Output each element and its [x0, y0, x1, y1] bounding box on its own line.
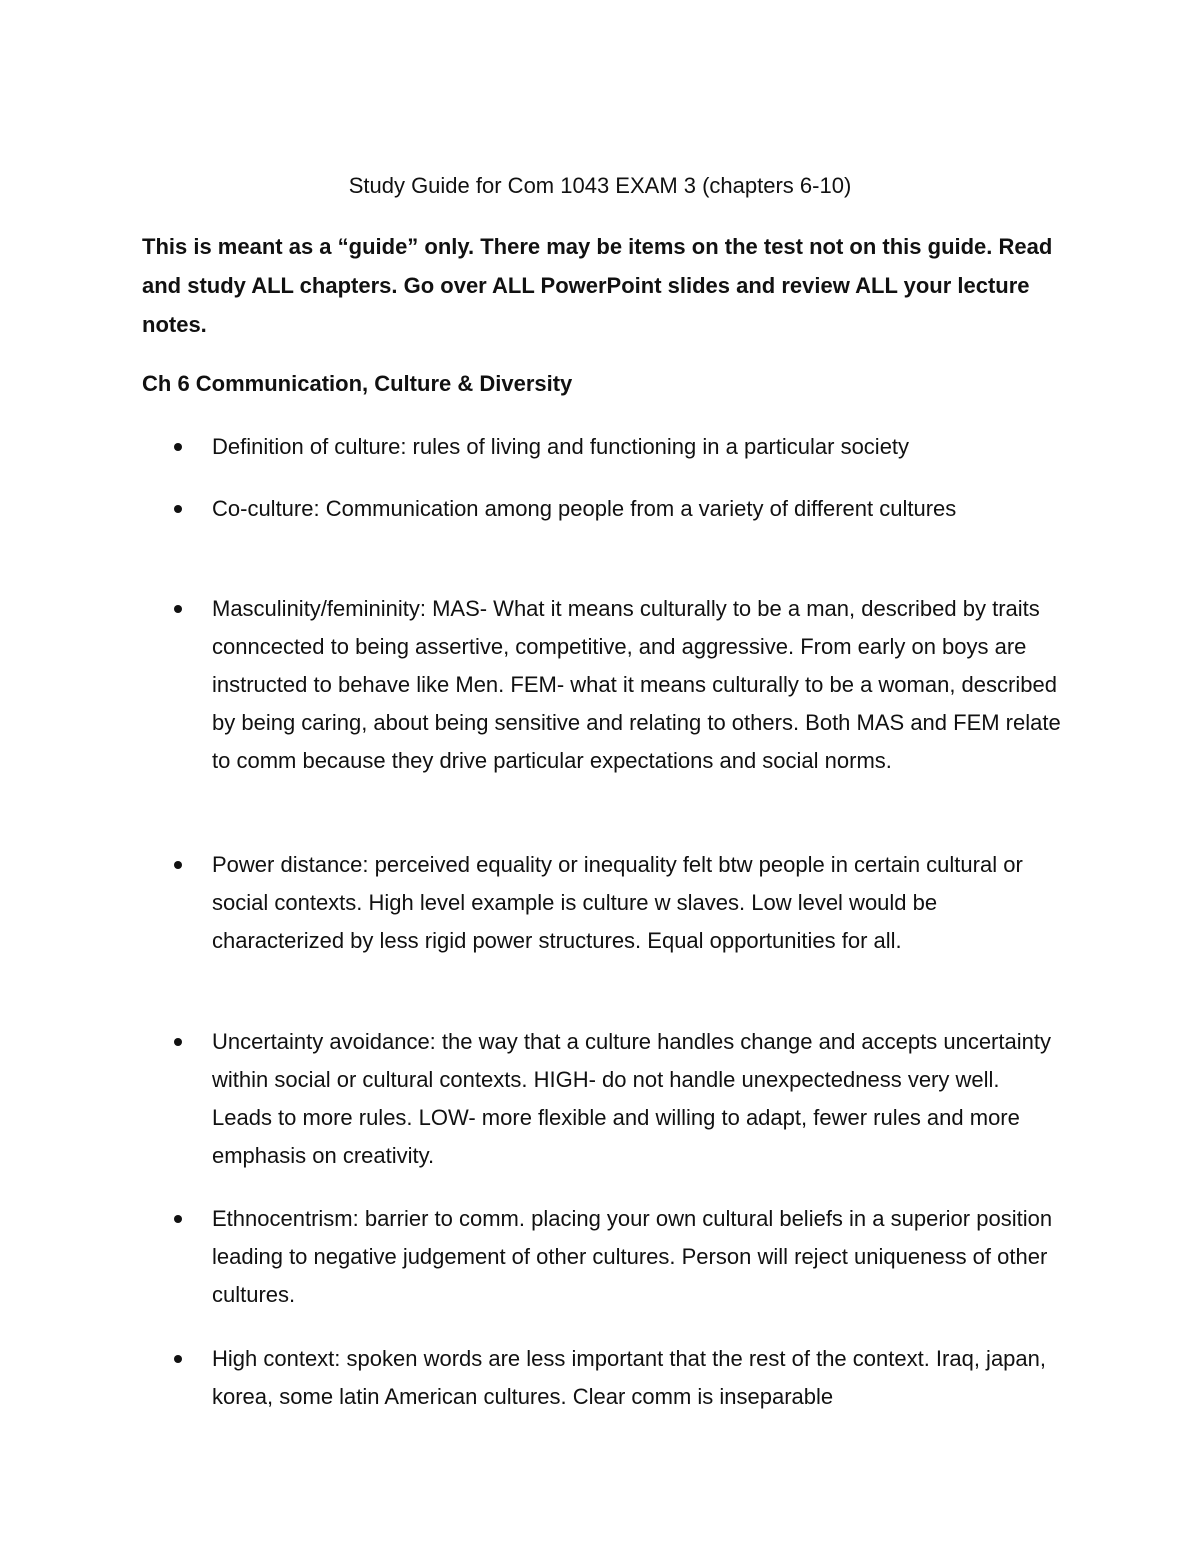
list-item: [212, 1200, 1062, 1314]
list-item-text: Power distance: perceived equality or inequality felt btw people in certain cultural or social contexts. High level example is culture w slaves. Low level would be characterized by less rigid power structures. Equal opportunities for all.: [212, 852, 1023, 953]
list-item-text: Definition of culture: rules of living and functioning in a particular society: [212, 434, 910, 459]
chapter-heading: Ch 6 Communication, Culture & Diversity: [142, 371, 573, 396]
list-item-text: Masculinity/femininity: MAS- What it means culturally to be a man, described by traits conncected to being assertive, competitive, and aggressive. From early on boys are instructed to behave like Men. FEM- what it means culturally to be a woman, described by being caring, about being sensitive and relating to others. Both MAS and FEM relate to comm because they drive particular expectations and social norms.: [212, 596, 1061, 773]
bullet-icon: [174, 1355, 182, 1363]
bullet-icon: [174, 1215, 182, 1223]
intro-paragraph: This is meant as a “guide” only. There may be items on the test not on this guide. Read and study ALL chapters. Go over ALL PowerPoint slides and review ALL your lecture notes.: [142, 234, 1053, 337]
list-item-text: Uncertainty avoidance: the way that a culture handles change and accepts uncertainty within social or cultural contexts. HIGH- do not handle unexpectedness very well. Leads to more rules. LOW- more flexible and willing to adapt, fewer rules and more emphasis on creativity.: [212, 1029, 1051, 1168]
bullet-icon: [174, 1038, 182, 1046]
list-item: [212, 1340, 1062, 1416]
list-item: [212, 428, 1062, 466]
list-item-text: Ethnocentrism: barrier to comm. placing your own cultural beliefs in a superior position leading to negative judgement of other cultures. Person will reject uniqueness of other cultures.: [212, 1206, 1053, 1307]
list-item: [212, 1023, 1062, 1175]
list-item: [212, 590, 1062, 780]
list-item: [212, 490, 1062, 528]
bullet-icon: [174, 605, 182, 613]
list-item-text: Co-culture: Communication among people from a variety of different cultures: [212, 496, 957, 521]
bullet-icon: [174, 443, 182, 451]
bullet-icon: [174, 505, 182, 513]
list-item-text: High context: spoken words are less important that the rest of the context. Iraq, japan, korea, some latin American cultures. Clear comm is inseparable: [212, 1346, 1047, 1409]
bullet-icon: [174, 861, 182, 869]
document-title: Study Guide for Com 1043 EXAM 3 (chapters 6-10): [348, 173, 852, 198]
list-item: [212, 846, 1062, 960]
